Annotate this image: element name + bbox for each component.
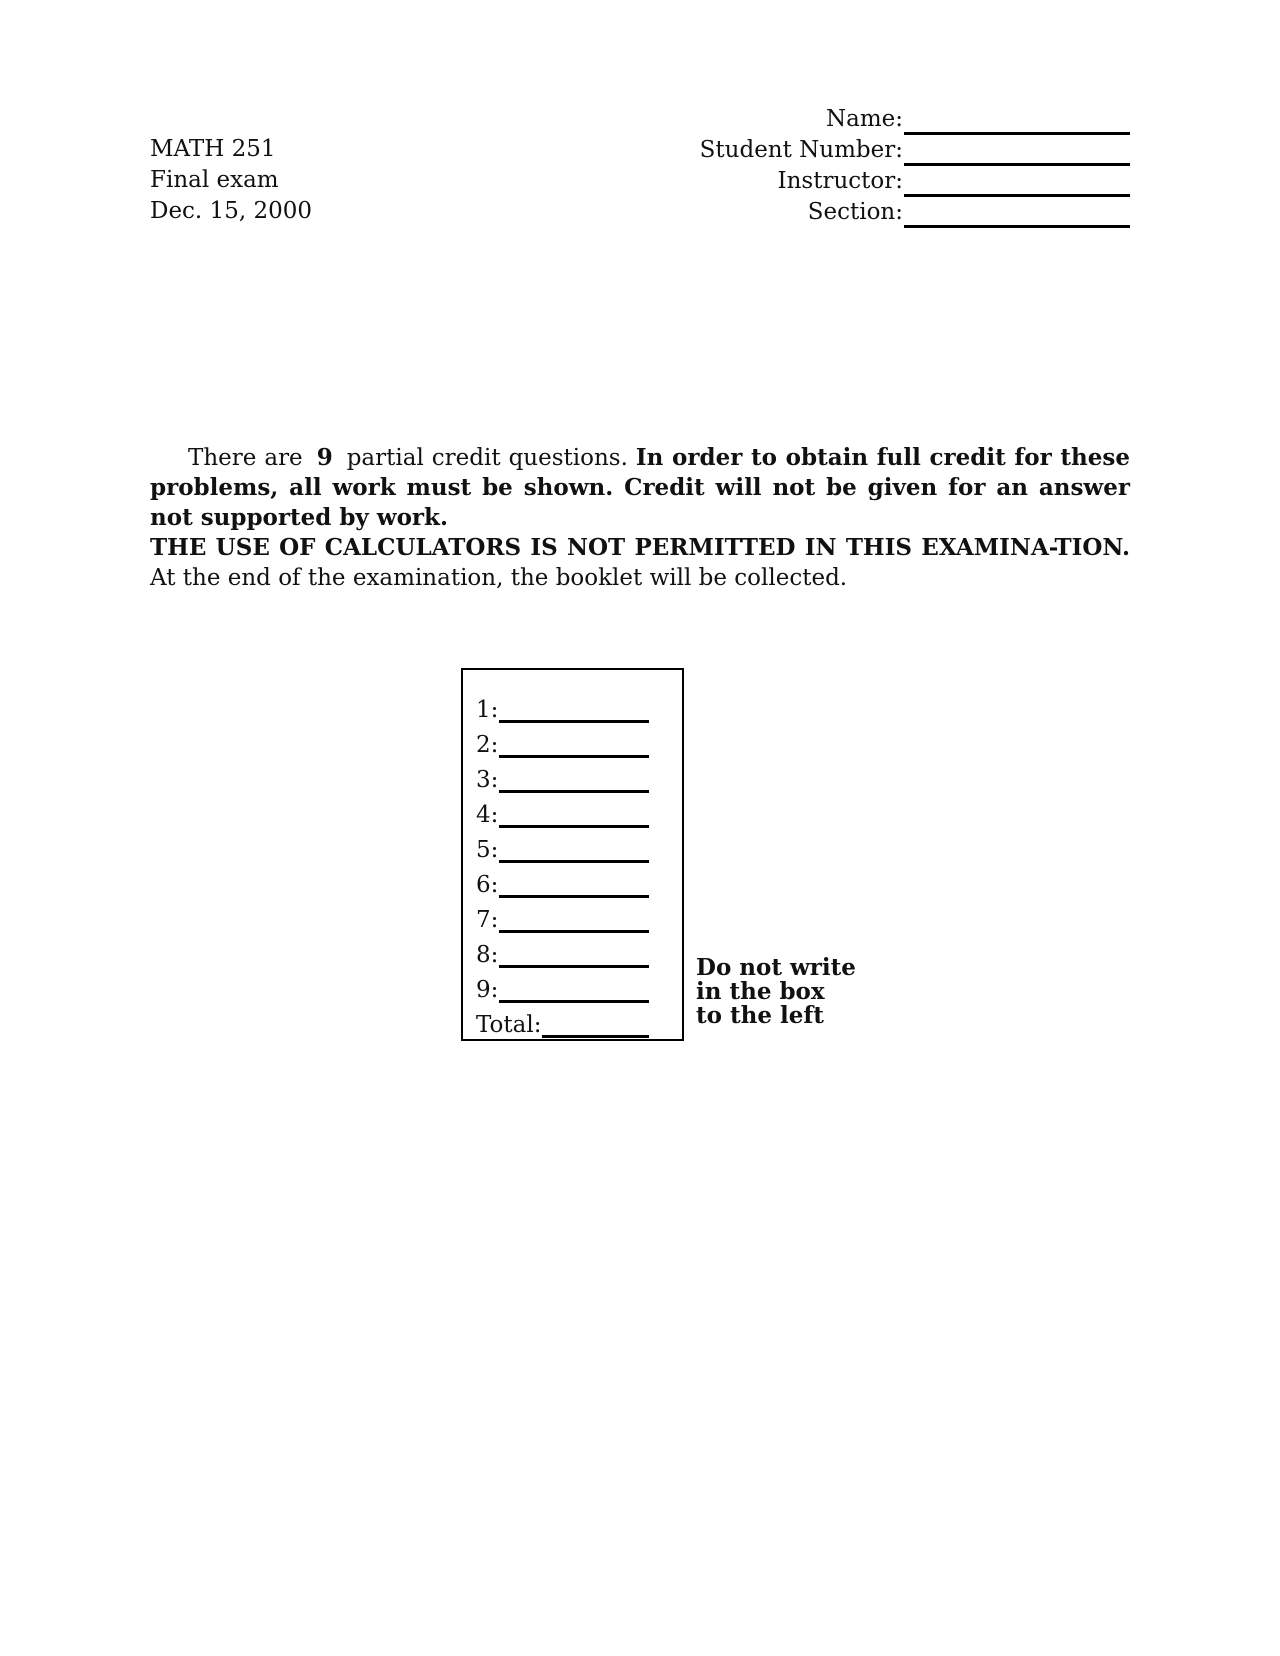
name-blank[interactable]: [904, 110, 1130, 135]
score-row: [476, 863, 682, 898]
total-label: Total:: [476, 1012, 542, 1038]
score-row: [476, 758, 682, 793]
score-blank: [499, 908, 649, 933]
student-fields: [700, 104, 1130, 228]
score-label: 1:: [476, 697, 499, 723]
instructor-label: Instructor:: [777, 168, 903, 194]
booklet-notice: At the end of the examination, the booklet will be collected.: [150, 565, 848, 591]
question-count: 9: [316, 444, 333, 471]
score-row: [476, 793, 682, 828]
score-row: [476, 968, 682, 1003]
section-field: [700, 197, 1130, 228]
total-blank: [542, 1013, 649, 1038]
exam-title: Final exam: [150, 167, 279, 193]
score-blank: [499, 768, 649, 793]
instructions-intro: There are: [188, 445, 303, 471]
exam-instructions: [150, 443, 1130, 593]
score-blank: [499, 803, 649, 828]
score-row: [476, 688, 682, 723]
section-label: Section:: [807, 199, 903, 225]
score-row: [476, 828, 682, 863]
score-label: 4:: [476, 802, 499, 828]
full-credit-notice: In order to obtain full credit for these problems, all work must be shown. Credit will not be given for an answer not supported by work.: [150, 444, 1130, 531]
instructor-field: [700, 166, 1130, 197]
course-info: [150, 134, 312, 227]
note-line-3: to the left: [696, 1002, 824, 1029]
score-blank: [499, 733, 649, 758]
score-row: [476, 723, 682, 758]
do-not-write-note: [696, 956, 856, 1028]
note-line-1: Do not write: [696, 954, 856, 981]
instructions-mid: partial credit questions.: [346, 445, 628, 471]
exam-date: Dec. 15, 2000: [150, 198, 312, 224]
student-number-field: [700, 135, 1130, 166]
instructor-blank[interactable]: [904, 172, 1130, 197]
score-label: 5:: [476, 837, 499, 863]
note-line-2: in the box: [696, 978, 825, 1005]
score-blank: [499, 873, 649, 898]
score-box: [461, 668, 684, 1041]
score-label: 7:: [476, 907, 499, 933]
score-label: 2:: [476, 732, 499, 758]
student-number-label: Student Number:: [699, 137, 903, 163]
score-label: 9:: [476, 977, 499, 1003]
name-label: Name:: [825, 106, 903, 132]
score-row: [476, 898, 682, 933]
score-blank: [499, 838, 649, 863]
calculator-notice: THE USE OF CALCULATORS IS NOT PERMITTED IN THIS EXAMINA-TION.: [150, 534, 1130, 561]
score-label: 8:: [476, 942, 499, 968]
score-blank: [499, 698, 649, 723]
section-blank[interactable]: [904, 203, 1130, 228]
score-label: 6:: [476, 872, 499, 898]
course-code: MATH 251: [150, 136, 276, 162]
student-number-blank[interactable]: [904, 141, 1130, 166]
score-blank: [499, 943, 649, 968]
score-label: 3:: [476, 767, 499, 793]
score-blank: [499, 978, 649, 1003]
name-field: [700, 104, 1130, 135]
total-row: [476, 1003, 682, 1038]
score-row: [476, 933, 682, 968]
